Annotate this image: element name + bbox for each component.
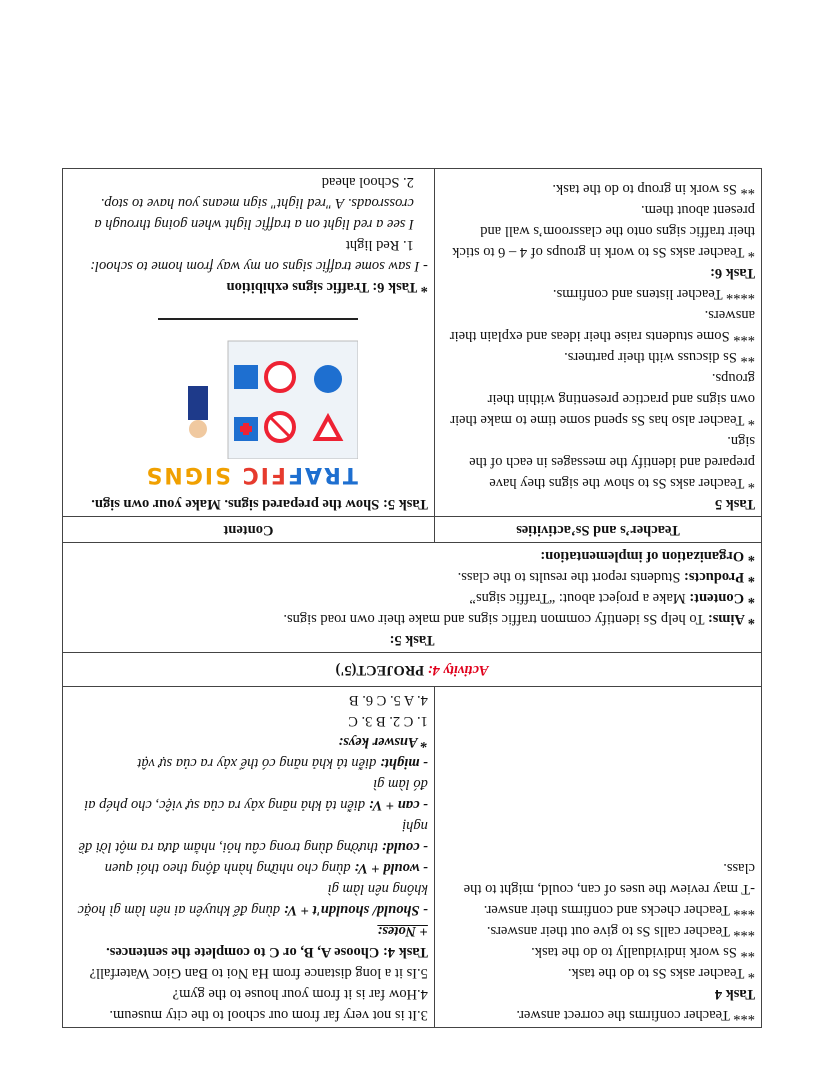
task4-title: Task 4: Choose A, B, or C to complete the sentences.	[106, 944, 428, 960]
note-would	[69, 857, 428, 878]
note-can-text: diễn tả khả năng xảy ra của sự việc, cho phép ai đó làm gì	[84, 776, 428, 813]
header-content: Content	[63, 517, 435, 543]
figure-title-part-1: TRAF	[285, 462, 358, 487]
activity-row	[63, 653, 762, 687]
figure-title-part-3: SIGNS	[144, 462, 231, 487]
ss-work: ** Ss work individually to do the task.	[531, 944, 755, 960]
parking-sign-icon	[234, 365, 258, 389]
products-text: Students report the results to the class.	[457, 569, 684, 585]
t-asks: * Teacher asks Ss to do the task.	[567, 965, 755, 981]
note-would-text: dùng cho những hành động theo thói quen	[104, 860, 355, 876]
figure-title	[145, 464, 358, 485]
child-body	[188, 386, 208, 420]
cycle-lane-sign-icon	[314, 365, 342, 393]
content-label: * Content:	[689, 590, 755, 606]
question-5: 5.Is it a long distance from Ha Noi to Ban Gioc Waterfall?	[89, 965, 428, 981]
item-school-ahead: 2. School ahead	[321, 174, 414, 190]
lesson-table	[62, 168, 762, 1028]
note-can	[69, 773, 428, 815]
task6-intro: - I saw some traffic signs on my way from home to school:	[90, 258, 428, 274]
item-red-light: 1. Red light	[345, 237, 414, 253]
task4-row	[63, 687, 762, 1028]
t-review: -T may review the uses of can, could, might to the class.	[463, 860, 755, 897]
no-entry-sign-icon	[266, 363, 294, 391]
answer-keys-line-2: 4. A 5. C 6. B	[348, 692, 428, 708]
t5-line-2: * Teacher also has Ss spend some time to make their own signs and practice presenting within their groups.	[450, 370, 755, 428]
task5-info-cell	[63, 543, 762, 653]
note-should-text: dùng để khuyên ai nên làm gì hoặc không nên làm gì	[77, 881, 428, 918]
traffic-signs-illustration	[158, 314, 358, 459]
item-red-light-text: I see a red light on a traffic light when going through a crossroads. A "red light" sign means you have to stop.	[94, 195, 414, 232]
task5-heading: Task 5:	[389, 632, 435, 648]
note-can-term: - can + V:	[368, 797, 428, 813]
note-might	[69, 752, 428, 773]
t5-line-4: *** Some students raise their ideas and explain their answers.	[449, 307, 755, 344]
question-4: 4.How far is it from your house to the gym?	[172, 986, 428, 1002]
t-checks: *** Teacher checks and confirms their answer.	[483, 902, 755, 918]
t5-line-1: * Teacher asks Ss to show the signs they have prepared and identify the messages in each of the sign.	[469, 433, 755, 491]
answer-keys-label: * Answer keys:	[338, 734, 428, 750]
note-could	[69, 815, 428, 857]
note-could-text: thường dùng trong câu hỏi, nhằm đưa ra một lời đề nghị	[78, 818, 428, 855]
organization-label: * Organization of implementation:	[540, 548, 755, 564]
aims-text: To help Ss identify common traffic signs and make their own road signs.	[283, 611, 708, 627]
hospital-cross-h	[240, 426, 252, 432]
task4-label: Task 4	[714, 986, 755, 1002]
note-could-term: - could:	[381, 839, 428, 855]
notes-label: + Notes:	[377, 923, 428, 939]
note-would-term: - would + V:	[354, 860, 428, 876]
products-label: * Products:	[683, 569, 755, 585]
t6-line-2: ** Ss work in group to do the task.	[552, 181, 755, 197]
task6-label: Task 6:	[709, 265, 755, 281]
content-text: Make a project about: “Traffic signs”	[469, 590, 690, 606]
t-confirm: *** Teacher confirms the correct answer.	[516, 1007, 755, 1023]
content-line	[69, 587, 755, 608]
products-line	[69, 566, 755, 587]
task5-6-row	[63, 169, 762, 517]
task5-label: Task 5	[714, 496, 755, 512]
traffic-signs-figure	[69, 307, 428, 487]
t6-line-1: * Teacher asks Ss to work in groups of 4 – 6 to stick their traffic signs onto the classroom’s wall and present about them.	[452, 202, 755, 260]
task5-6-content-cell	[63, 169, 435, 517]
child-head	[189, 420, 207, 438]
task6-title: * Task 6: Traffic signs exhibition	[226, 279, 428, 295]
question-3: 3.It is not very far from our school to the city museum.	[109, 1007, 428, 1023]
activity-label: Activity 4:	[427, 662, 489, 678]
header-activities: Teacher’s and Ss’activities	[434, 517, 761, 543]
task4-content-cell	[63, 687, 435, 1028]
activity-heading	[63, 653, 762, 687]
note-should-term: - Should/ shouldn't + V:	[283, 902, 428, 918]
t-calls: *** Teacher calls Ss to give out their answers.	[486, 923, 755, 939]
note-might-text: diễn tả khả năng có thể xảy ra của sự vật	[137, 755, 380, 771]
t5-line-3: ** Ss discuss with their partners.	[564, 349, 755, 365]
note-should	[69, 878, 428, 920]
activity-title: PROJECT(5')	[335, 662, 428, 678]
task5-6-activities-cell	[434, 169, 761, 517]
aims-line	[69, 608, 755, 629]
signboard	[228, 341, 358, 459]
note-might-term: - might:	[379, 755, 428, 771]
task4-activities-cell	[434, 687, 761, 1028]
task5-title: Task 5: Show the prepared signs. Make your own sign.	[91, 496, 428, 512]
figure-title-part-2: FIC	[230, 462, 286, 487]
column-header-row	[63, 517, 762, 543]
aims-label: * Aims:	[707, 611, 755, 627]
task5-info-row	[63, 543, 762, 653]
answer-keys-line-1: 1. C 2. B 3. C	[348, 713, 428, 729]
t5-line-5: **** Teacher listens and confirms.	[552, 286, 755, 302]
